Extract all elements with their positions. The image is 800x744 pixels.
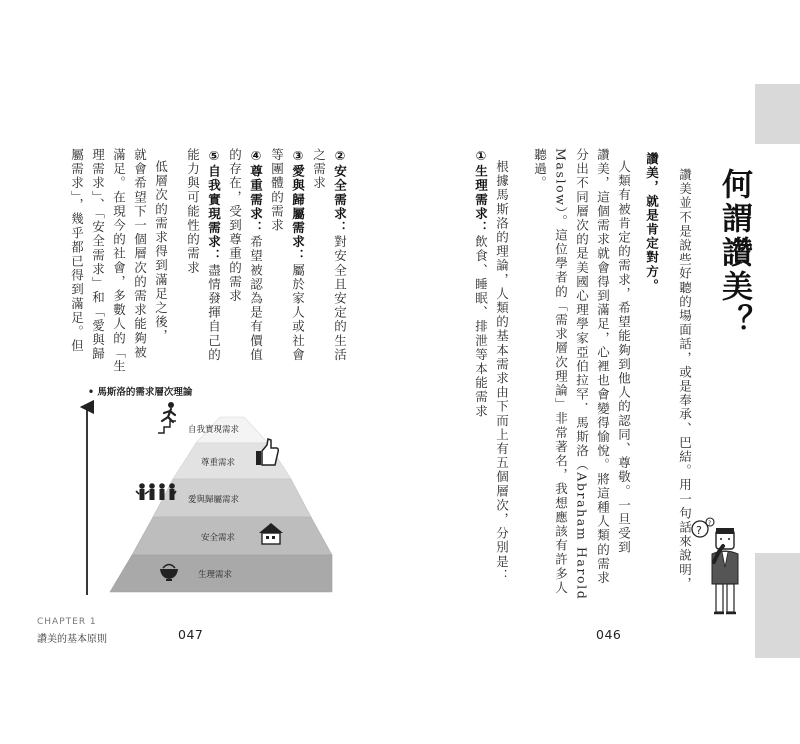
pyramid-label: 生理需求	[198, 570, 233, 580]
need-item	[291, 148, 304, 362]
need-description: 對安全且安定的生活	[332, 235, 348, 363]
climbing-person-icon	[158, 402, 176, 433]
pyramid-label: 愛與歸屬需求	[188, 495, 240, 505]
page-number-right: 046	[596, 627, 622, 642]
chapter-title: 讚美的基本原則	[37, 634, 107, 645]
text-column: 等團體的需求	[269, 148, 285, 233]
text-column: 人類有被肯定的需求，希望能夠到他人的認同、尊敬。一旦受到	[616, 160, 632, 555]
need-item	[249, 148, 262, 362]
svg-text:?: ?	[696, 524, 702, 537]
chapter-label: CHAPTER 1	[37, 617, 97, 627]
text-column: 就會希望下一個層次的需求能夠被	[132, 148, 148, 360]
need-item	[207, 148, 220, 362]
text-column: 理需求」、「安全需求」和「愛與歸	[90, 148, 106, 362]
decorative-bar-top	[755, 84, 800, 144]
need-label: ⑤自我實現需求：	[206, 148, 222, 264]
text-column: 的存在，受到尊重的需求	[227, 148, 243, 304]
text-column: 低層次的需求得到滿足之後，	[153, 160, 169, 344]
text-column: 讚美並不是說些好聽的場面話，或是奉承、巴結。用一句話來說明，	[677, 168, 693, 591]
text-column: 根據馬斯洛的理論，人類的基本需求由下而上有五個層次，分別是：	[494, 160, 510, 583]
text-column: 分出不同層次的是美國心理學家亞伯拉罕．馬斯洛（Abraham Harold	[574, 148, 590, 601]
need-label: ④尊重需求：	[248, 148, 264, 236]
need-item	[333, 148, 346, 362]
thinking-person-illustration	[690, 512, 748, 616]
page-title: 何謂讚美？	[716, 168, 752, 338]
group-people-icon	[136, 483, 176, 500]
decorative-bar-bottom	[755, 553, 800, 658]
need-description: 飲食、睡眠、排泄等本能需求	[473, 235, 489, 419]
need-label: ③愛與歸屬需求：	[290, 148, 306, 264]
pyramid-label: 尊重需求	[201, 458, 236, 468]
need-description: 盡情發揮自己的	[206, 263, 222, 363]
text-column: 能力與可能性的需求	[185, 148, 201, 275]
text-column: 滿足。在現今的社會，多數人的「生	[111, 148, 127, 374]
text-column: Maslow）。這位學者的「需求層次理論」非常著名，我想應該有許多人	[553, 148, 569, 596]
need-label: ①生理需求：	[473, 148, 489, 236]
diagram-title: • 馬斯洛的需求層次理論	[88, 387, 193, 398]
page-number-left: 047	[178, 627, 204, 642]
key-statement: 讚美，就是肯定對方。	[644, 152, 660, 293]
text-column: 讚美，這個需求就會得到滿足，心裡也會變得愉悅。將這種人類的需求	[595, 148, 611, 586]
svg-text:?: ?	[708, 520, 712, 527]
text-column: 之需求	[311, 148, 327, 191]
pyramid-label: 自我實現需求	[188, 425, 240, 435]
text-column: 屬需求」，幾乎都已得到滿足。但	[69, 148, 85, 354]
pyramid-label: 安全需求	[201, 533, 236, 543]
maslow-pyramid-diagram	[70, 395, 340, 605]
text-column: 聽過。	[532, 148, 548, 191]
text-column	[474, 148, 487, 418]
need-description: 希望被認為是有價值	[248, 235, 264, 363]
need-description: 屬於家人或社會	[290, 263, 306, 363]
need-label: ②安全需求：	[332, 148, 348, 236]
